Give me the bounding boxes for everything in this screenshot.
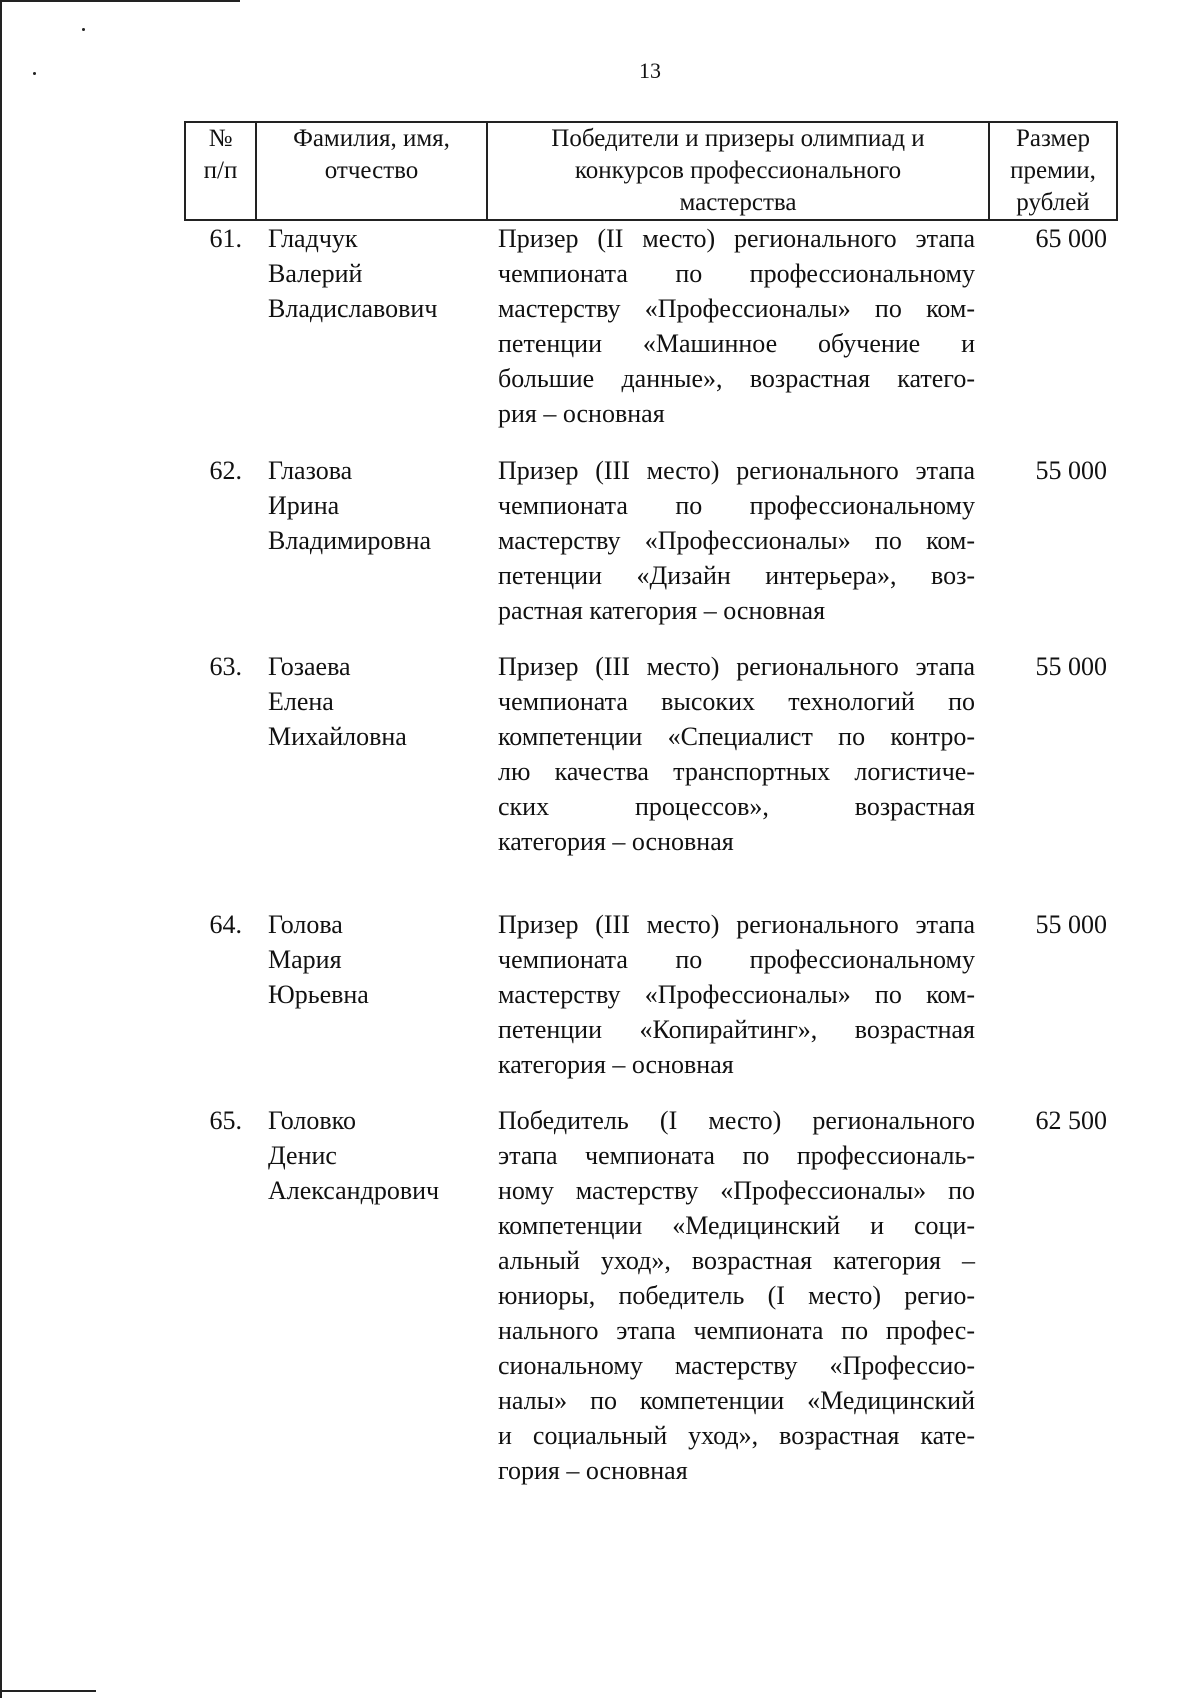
table-row (185, 1103, 1117, 1488)
header-name: Фамилия, имя, отчество (256, 122, 487, 220)
row-award-sum: 55 000 (1035, 456, 1107, 485)
row-description: Призер (III место) регионального этапа чемпионата по профессиональному мастерству «Профессионалы» по ком- петенции «Копирайтинг», возрастная категория – основная (498, 910, 975, 1079)
header-description: Победители и призеры олимпиад и конкурсов профессионального мастерства (487, 122, 989, 220)
row-full-name: Головко Денис Александрович (268, 1106, 440, 1205)
row-award-sum: 55 000 (1035, 652, 1107, 681)
row-award-sum: 55 000 (1035, 910, 1107, 939)
row-award-sum: 62 500 (1035, 1106, 1107, 1135)
table-row (185, 453, 1117, 649)
table-header-row (185, 122, 1117, 220)
row-number: 63. (209, 652, 242, 681)
row-number: 61. (209, 224, 242, 253)
scan-border-left (0, 0, 2, 1698)
row-description: Победитель (I место) регионального этапа чемпионата по профессиональ- ному мастерству «Профессионалы» по компетенции «Медицинский и соци- альный уход», возрастная категория – юниоры, победитель (I место) регио- нального этапа чемпионата по профес- сиональному мастерству «Профессио- налы» по компетенции «Медицинский и социальный уход», возрастная кате- гория – основная (498, 1106, 975, 1485)
header-num: № п/п (185, 122, 256, 220)
scan-border-top (0, 0, 240, 2)
row-full-name: Глазова Ирина Владимировна (268, 456, 432, 555)
row-description: Призер (III место) регионального этапа чемпионата высоких технологий по компетенции «Специалист по контро- лю качества транспортных логистиче- ских процессов», возрастная категория – основная (498, 652, 975, 856)
row-number: 62. (209, 456, 242, 485)
awards-table (184, 121, 1118, 1488)
row-number: 64. (209, 910, 242, 939)
row-award-sum: 65 000 (1035, 224, 1107, 253)
scan-border-bottom (0, 1690, 96, 1692)
row-description: Призер (III место) регионального этапа чемпионата по профессиональному мастерству «Профессионалы» по ком- петенции «Дизайн интерьера», воз- растная категория – основная (498, 456, 975, 625)
row-number: 65. (209, 1106, 242, 1135)
header-award-sum: Размер премии, рублей (989, 122, 1117, 220)
table-row (185, 907, 1117, 1103)
scan-speck (82, 28, 85, 31)
table-row (185, 649, 1117, 907)
row-full-name: Гозаева Елена Михайловна (268, 652, 407, 751)
row-description: Призер (II место) регионального этапа чемпионата по профессиональному мастерству «Профессионалы» по ком- петенции «Машинное обучение и большие данные», возрастная катего- рия – основная (498, 224, 975, 428)
page-number: 13 (639, 58, 661, 83)
row-full-name: Гладчук Валерий Владиславович (268, 224, 438, 323)
row-full-name: Голова Мария Юрьевна (268, 910, 369, 1009)
table-row (185, 220, 1117, 453)
